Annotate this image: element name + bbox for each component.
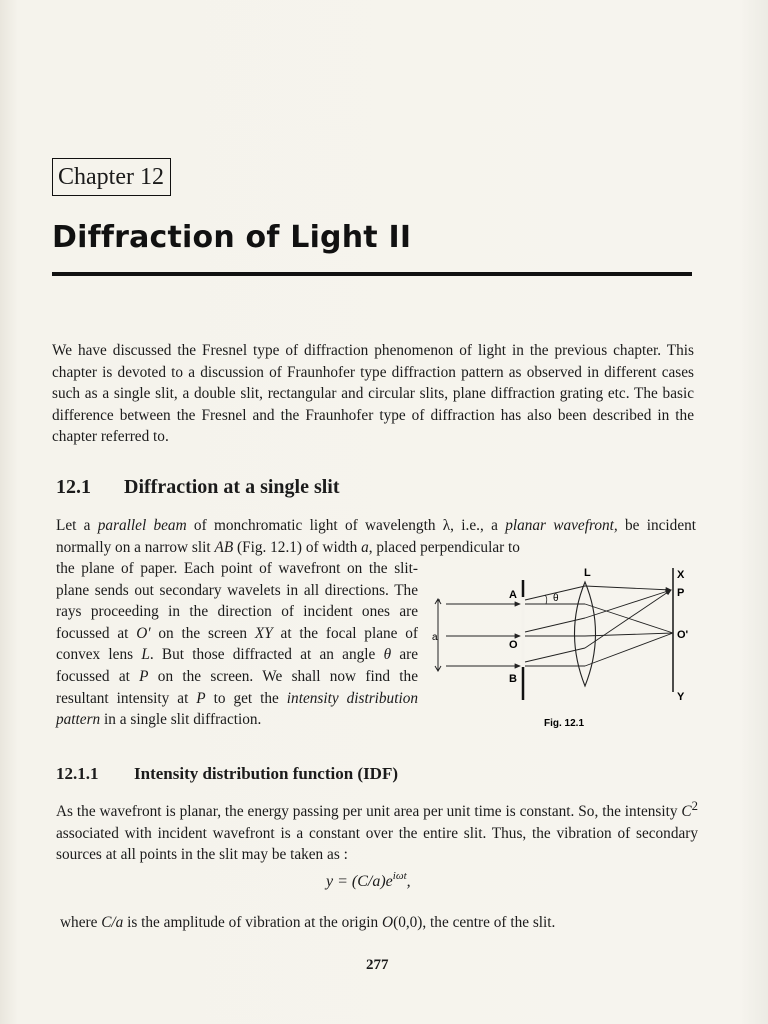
section-number: 12.1 [56, 476, 91, 498]
chapter-title: Diffraction of Light II [52, 220, 412, 255]
label-a: a [432, 632, 438, 643]
figure-12-1 [428, 560, 708, 740]
label-theta: θ [553, 593, 559, 604]
chapter-label: Chapter 12 [52, 158, 171, 196]
body-paragraph-2: the plane of paper. Each point of wavefront on the slit-plane sends out secondary wavelets in all directions. The rays proceeding in the direction of incident ones are focussed at O′ on the screen XY at the focal plane of convex lens L. But those diffracted at an angle θ are focussed at P on the screen. We shall now find the resultant intensity at P to get the intensity distribution pattern in a single slit diffraction. [56, 560, 418, 729]
section-heading [56, 476, 340, 499]
section-title: Diffraction at a single slit [124, 476, 340, 498]
label-X: X [677, 569, 685, 581]
body-paragraph-1: Let a parallel beam of monchromatic light of wavelength λ, i.e., a planar wavefront, be incident normally on a narrow slit AB (Fig. 12.1) of width a, placed perpendicular to [56, 517, 697, 556]
label-Oprime: O' [677, 629, 689, 641]
body-paragraph-3: As the wavefront is planar, the energy passing per unit area per unit time is constant. So, the intensity $C^2$ associated with incident wavefront is a constant over the entire slit. Thus, the vibration of secondary sources at all points in the slit may be taken as : [56, 799, 698, 864]
subsection-heading [56, 764, 398, 784]
body-paragraph-4: where C/a is the amplitude of vibration at the origin O(0,0), the centre of the slit. [60, 914, 556, 931]
equation-wave: $y = (C/a)e^{i\omega t}$, [326, 870, 411, 890]
subsection-number: 12.1.1 [56, 764, 99, 783]
label-O: O [509, 639, 518, 651]
label-B: B [509, 673, 517, 685]
label-A: A [509, 589, 517, 601]
subsection-title: Intensity distribution function (IDF) [134, 764, 399, 783]
intro-paragraph: We have discussed the Fresnel type of diffraction phenomenon of light in the previous chapter. This chapter is devoted to a discussion of Fraunhofer type diffraction pattern as observed in different cases such as a single slit, a double slit, rectangular and circular slits, plane diffraction grating etc. The basic difference between the Fresnel and the Fraunhofer type of diffraction has also been described in the chapter referred to. [52, 342, 694, 446]
page-number: 277 [366, 957, 389, 973]
label-L: L [584, 567, 591, 579]
title-rule [52, 272, 692, 276]
label-P: P [677, 587, 685, 599]
label-Y: Y [677, 691, 685, 703]
convex-lens [575, 582, 596, 686]
figure-caption: Fig. 12.1 [544, 718, 585, 729]
